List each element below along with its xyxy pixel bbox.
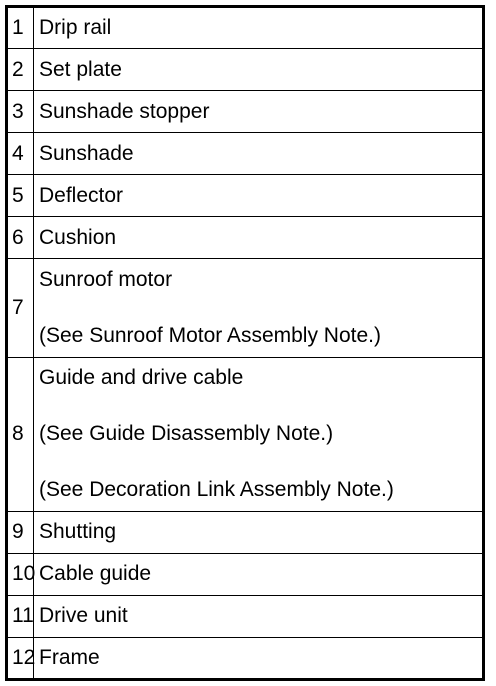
item-number: 7 <box>7 259 34 357</box>
item-number: 5 <box>7 175 34 217</box>
description-line: Drive unit <box>39 604 128 628</box>
item-number: 3 <box>7 91 34 133</box>
item-number: 9 <box>7 511 34 553</box>
description-line: Cable guide <box>39 562 152 586</box>
item-description <box>34 511 484 553</box>
item-description <box>34 175 484 217</box>
description-line: Sunshade <box>39 141 134 165</box>
item-description <box>34 91 484 133</box>
table-row <box>7 7 484 49</box>
item-description <box>34 217 484 259</box>
table-row <box>7 511 484 553</box>
description-line: Cushion <box>39 225 117 249</box>
description-line: Shutting <box>39 520 117 544</box>
description-note: (See Decoration Link Assembly Note.) <box>39 478 394 502</box>
item-number: 6 <box>7 217 34 259</box>
description-note: (See Guide Disassembly Note.) <box>39 422 334 446</box>
item-description <box>34 553 484 595</box>
description-line: Sunroof motor <box>39 267 173 291</box>
item-description <box>34 637 484 679</box>
table-row <box>7 259 484 357</box>
item-description <box>34 357 484 511</box>
item-description <box>34 133 484 175</box>
item-description <box>34 7 484 49</box>
description-line: Frame <box>39 645 100 669</box>
item-number: 1 <box>7 7 34 49</box>
item-description <box>34 259 484 357</box>
description-line: Set plate <box>39 57 122 81</box>
table-row <box>7 595 484 637</box>
parts-table <box>5 5 485 681</box>
item-number: 12 <box>7 637 34 679</box>
table-row <box>7 49 484 91</box>
item-number: 4 <box>7 133 34 175</box>
table-row <box>7 91 484 133</box>
table-row <box>7 637 484 679</box>
description-line: Sunshade stopper <box>39 99 210 123</box>
item-description <box>34 595 484 637</box>
item-description <box>34 49 484 91</box>
item-number: 11 <box>7 595 34 637</box>
table-row <box>7 133 484 175</box>
description-line: Drip rail <box>39 16 112 40</box>
table-row <box>7 175 484 217</box>
item-number: 10 <box>7 553 34 595</box>
table-row <box>7 553 484 595</box>
description-line: Guide and drive cable <box>39 366 244 390</box>
description-note: (See Sunroof Motor Assembly Note.) <box>39 323 381 347</box>
table-row <box>7 217 484 259</box>
item-number: 2 <box>7 49 34 91</box>
item-number: 8 <box>7 357 34 511</box>
description-line: Deflector <box>39 183 124 207</box>
table-row <box>7 357 484 511</box>
